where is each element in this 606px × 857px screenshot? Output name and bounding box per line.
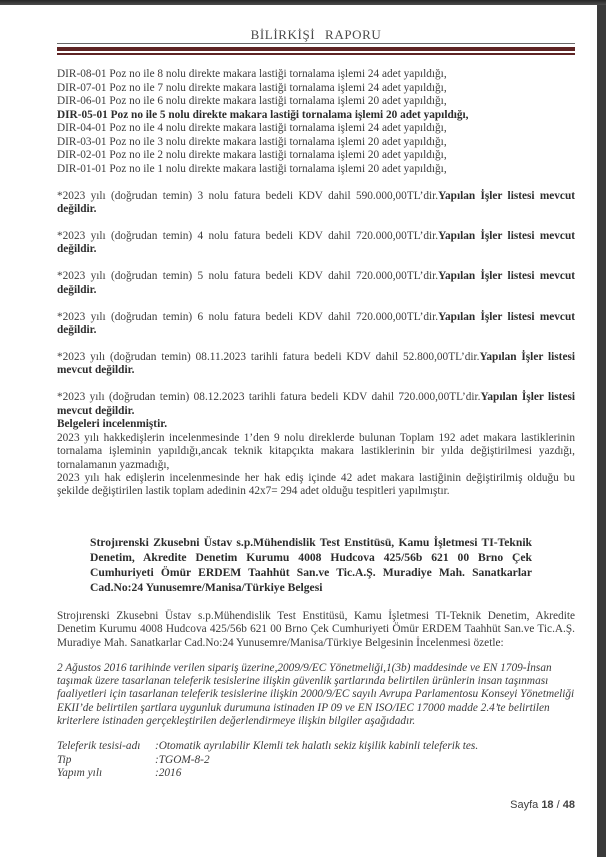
footer-page-total: 48 — [562, 799, 575, 811]
footer-label: Sayfa — [510, 799, 539, 811]
invoice-paragraph — [57, 190, 575, 217]
certificate-summary: 2 Ağustos 2016 tarihinde verilen sipariş üzerine,2009/9/EC Yönetmeliği,1(3b) maddesinde ve EN 1709-İnsan taşımak üzere tasarlanan teleferik tesislerine ilişkin güvenlik şartlarında belirtilen ürünlerin insan taşınması faaliyetleri için tasarlanan teleferik tesislerine ilişkin 2000/9/EC sayılı Avrupa Parlamentosu Konseyi Yönetmeliği EKII’de belirtilen şartlara uygunluk durumuna istinaden IP 09 ve EN ISO/IEC 17000 madde 2.4’te belirtilen kriterlere istinaden gerçekleştirilen değerlendirmeye ilişkin bilgiler aşağıdadır. — [57, 661, 575, 728]
invoice-note-bold: Yapılan İşler listesi mevcut değildir. — [57, 350, 575, 377]
findings-paragraph-2: 2023 yılı hak edişlerin incelenmesinde her hak ediş içinde 42 adet makara lastiğinin değiştirilmiş olduğu bu şekilde değiştirilen lastik toplam adedinin 42x7= 294 adet olduğu tespitleri yapılmıştır. — [57, 471, 575, 498]
invoice-text: *2023 yılı (doğrudan temin) 08.12.2023 tarihli fatura bedeli KDV dahil 720.000,00TL’dir. — [57, 391, 481, 404]
dir-line: DIR-08-01 Poz no ile 8 nolu direkte makara lastiği tornalama işlemi 24 adet yapıldığı, — [57, 68, 447, 81]
dir-line: DIR-06-01 Poz no ile 6 nolu direkte makara lastiği tornalama işlemi 20 adet yapıldığı, — [57, 95, 447, 108]
invoice-paragraph — [57, 230, 575, 257]
invoice-paragraph — [57, 351, 575, 378]
spec-value: :TGOM-8-2 — [155, 753, 210, 766]
spec-row — [57, 754, 575, 767]
invoice-text: *2023 yılı (doğrudan temin) 08.11.2023 tarihli fatura bedeli KDV dahil 52.800,00TL’dir. — [57, 350, 480, 363]
invoice-note-bold: Yapılan İşler listesi mevcut değildir. — [57, 270, 575, 296]
spec-value: :Otomatik ayrılabilir Klemli tek halatlı sekiz kişilik kabinli teleferik tes. — [155, 740, 479, 753]
spec-label: Tip — [57, 753, 72, 766]
dir-line: DIR-01-01 Poz no ile 1 nolu direkte makara lastiği tornalama işlemi 20 adet yapıldığı, — [57, 162, 447, 175]
findings-heading: Belgeleri incelenmiştir. — [57, 418, 168, 431]
invoice-note-bold: Yapılan İşler listesi mevcut değildir. — [57, 189, 575, 215]
report-title: BİLİRKİŞİ RAPORU — [250, 27, 382, 42]
invoice-note-bold: Yapılan İşler listesi mevcut değildir. — [57, 310, 575, 336]
footer-separator: / — [556, 799, 560, 811]
certificate-heading: Strojırenski Zkusebni Üstav s.p.Mühendislik Test Enstitüsü, Kamu İşletmesi TI-Teknik Denetim, Akredite Denetim Kurumu 4008 Hudcova 425/56b 621 00 Brno Çek Cumhuriyeti Ömür ERDEM Taahhüt San.ve Tic.A.Ş. Muradiye Mah. Sanatkarlar Cad.No:24 Yunusemre/Manisa/Türkiye Belgesi — [90, 535, 532, 594]
invoice-paragraph — [57, 270, 575, 297]
findings-paragraph-1: 2023 yılı hakkedişlerin incelenmesinde 1’den 9 nolu direklerde bulunan Toplam 192 adet makara lastiklerinin tornalama işleminin yapıldığı,ancak teknik kitapçıkta makara lastiklerinin bir yılda değiştirilmesi yazdığı, tornalamanın yazmadığı, — [57, 431, 575, 471]
invoice-paragraph — [57, 311, 575, 338]
dir-line-highlighted: DIR-05-01 Poz no ile 5 nolu direkte makara lastiği tornalama işlemi 20 adet yapıldığı, — [57, 108, 469, 121]
invoice-note-bold: Yapılan İşler listesi mevcut değildir. — [57, 229, 575, 256]
viewer-top-edge — [0, 0, 606, 5]
facility-specs — [57, 740, 575, 780]
viewer-right-edge — [597, 0, 606, 857]
dir-line: DIR-07-01 Poz no ile 7 nolu direkte makara lastiği tornalama işlemi 24 adet yapıldığı, — [57, 81, 447, 94]
page-footer — [510, 799, 575, 811]
header-maroon-rule — [57, 47, 575, 55]
invoice-text: *2023 yılı (doğrudan temin) 6 nolu fatura bedeli KDV dahil 720.000,00TL’dir. — [57, 310, 439, 323]
header-thin-rule — [57, 43, 575, 44]
spec-label: Teleferik tesisi-adı — [57, 740, 141, 753]
spec-row — [57, 740, 575, 753]
page-content — [57, 28, 575, 780]
invoice-paragraph — [57, 391, 575, 418]
dir-work-list — [57, 68, 575, 176]
dir-line: DIR-02-01 Poz no ile 2 nolu direkte makara lastiği tornalama işlemi 20 adet yapıldığı, — [57, 149, 447, 162]
dir-line: DIR-03-01 Poz no ile 3 nolu direkte makara lastiği tornalama işlemi 20 adet yapıldığı, — [57, 135, 447, 148]
invoice-text: *2023 yılı (doğrudan temin) 3 nolu fatura bedeli KDV dahil 590.000,00TL’dir. — [57, 189, 439, 202]
invoice-text: *2023 yılı (doğrudan temin) 5 nolu fatura bedeli KDV dahil 720.000,00TL’dir. — [57, 270, 439, 283]
invoice-note-bold: Yapılan İşler listesi mevcut değildir. — [57, 391, 575, 417]
spec-row — [57, 767, 575, 780]
spec-label: Yapım yılı — [57, 766, 103, 779]
dir-line: DIR-04-01 Poz no ile 4 nolu direkte makara lastiği tornalama işlemi 24 adet yapıldığı, — [57, 122, 447, 135]
footer-page-number: 18 — [541, 799, 554, 811]
certificate-intro: Strojırenski Zkusebni Üstav s.p.Mühendislik Test Enstitüsü, Kamu İşletmesi TI-Teknik Denetim, Akredite Denetim Kurumu 4008 Hudcova 425/56b 621 00 Brno Çek Cumhuriyeti Ömür ERDEM Taahhüt San.ve Tic.A.Ş. Muradiye Mah. Sanatkarlar Cad.No:24 Yunusemre/Manisa/Türkiye Belgesinin İncelenmesi özetle: — [57, 609, 575, 649]
spec-value: :2016 — [155, 766, 182, 779]
document-page — [0, 5, 597, 857]
invoice-text: *2023 yılı (doğrudan temin) 4 nolu fatura bedeli KDV dahil 720.000,00TL’dir. — [57, 229, 439, 242]
